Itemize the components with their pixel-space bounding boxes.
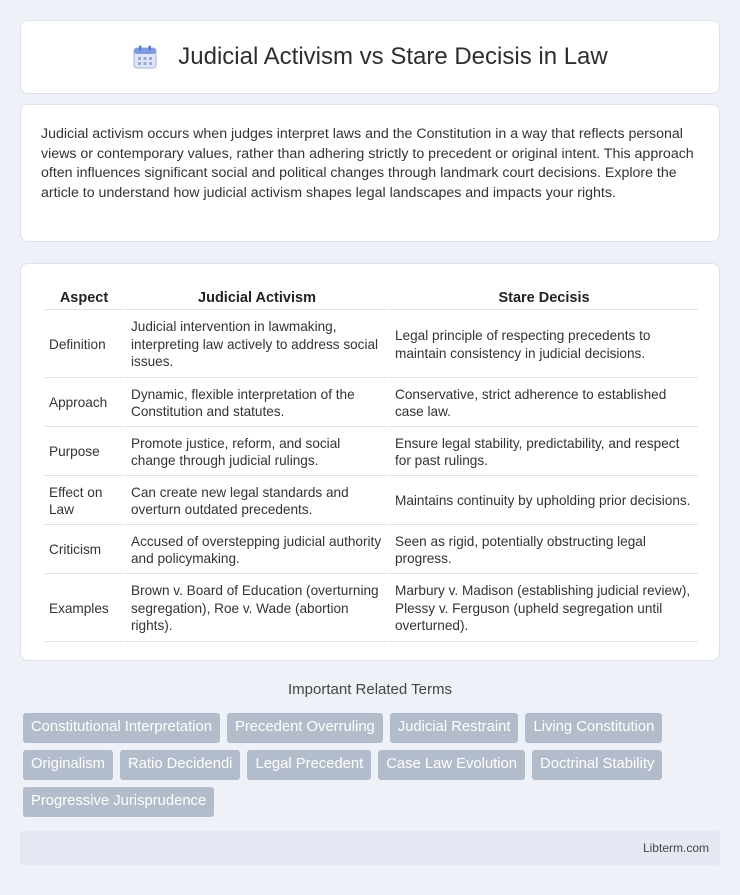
row-aspect: Definition (44, 312, 124, 378)
related-terms-list (23, 713, 723, 817)
related-terms-title: Important Related Terms (288, 681, 452, 698)
term-tag[interactable]: Case Law Evolution (378, 750, 525, 780)
table-row (44, 478, 698, 525)
page-title: Judicial Activism vs Stare Decisis in Law (178, 43, 608, 70)
row-stare-decisis: Conservative, strict adherence to established case law. (390, 380, 698, 427)
intro-text: Judicial activism occurs when judges interpret laws and the Constitution in a way that reflects personal views or contemporary values, rather than adhering strictly to precedent or original intent. This approach often influences significant social and political changes through landmark court decisions. Explore the article to understand how judicial activism shapes legal landscapes and impacts your rights. (41, 126, 694, 201)
row-judicial-activism: Can create new legal standards and overturn outdated precedents. (126, 478, 388, 525)
row-stare-decisis: Maintains continuity by upholding prior decisions. (390, 478, 698, 525)
header-card (20, 20, 720, 94)
comparison-table (42, 286, 700, 644)
column-header-stare-decisis: Stare Decisis (390, 288, 698, 310)
term-tag[interactable]: Precedent Overruling (227, 713, 383, 743)
row-aspect: Approach (44, 380, 124, 427)
row-judicial-activism: Brown v. Board of Education (overturning segregation), Roe v. Wade (abortion rights). (126, 576, 388, 642)
row-stare-decisis: Marbury v. Madison (establishing judicial review), Plessy v. Ferguson (upheld segregation until overturned). (390, 576, 698, 642)
row-judicial-activism: Accused of overstepping judicial authority and policymaking. (126, 527, 388, 574)
row-judicial-activism: Judicial intervention in lawmaking, interpreting law actively to address social issues. (126, 312, 388, 378)
table-row (44, 527, 698, 574)
comparison-card (20, 263, 720, 661)
calendar-icon (132, 44, 158, 70)
row-aspect: Examples (44, 576, 124, 642)
row-judicial-activism: Promote justice, reform, and social change through judicial rulings. (126, 429, 388, 476)
column-header-aspect: Aspect (44, 288, 124, 310)
table-row (44, 576, 698, 642)
term-tag[interactable]: Legal Precedent (247, 750, 371, 780)
term-tag[interactable]: Progressive Jurisprudence (23, 787, 214, 817)
table-row (44, 312, 698, 378)
row-stare-decisis: Legal principle of respecting precedents to maintain consistency in judicial decisions. (390, 312, 698, 378)
table-row (44, 380, 698, 427)
row-stare-decisis: Ensure legal stability, predictability, and respect for past rulings. (390, 429, 698, 476)
term-tag[interactable]: Ratio Decidendi (120, 750, 240, 780)
row-judicial-activism: Dynamic, flexible interpretation of the Constitution and statutes. (126, 380, 388, 427)
row-aspect: Effect on Law (44, 478, 124, 525)
term-tag[interactable]: Doctrinal Stability (532, 750, 662, 780)
footer (20, 831, 720, 865)
term-tag[interactable]: Constitutional Interpretation (23, 713, 220, 743)
row-aspect: Purpose (44, 429, 124, 476)
term-tag[interactable]: Judicial Restraint (390, 713, 519, 743)
term-tag[interactable]: Living Constitution (525, 713, 662, 743)
column-header-judicial-activism: Judicial Activism (126, 288, 388, 310)
term-tag[interactable]: Originalism (23, 750, 113, 780)
intro-card (20, 104, 720, 242)
table-row (44, 429, 698, 476)
table-header-row (44, 288, 698, 310)
row-stare-decisis: Seen as rigid, potentially obstructing legal progress. (390, 527, 698, 574)
row-aspect: Criticism (44, 527, 124, 574)
footer-site-link[interactable]: Libterm.com (642, 841, 709, 855)
